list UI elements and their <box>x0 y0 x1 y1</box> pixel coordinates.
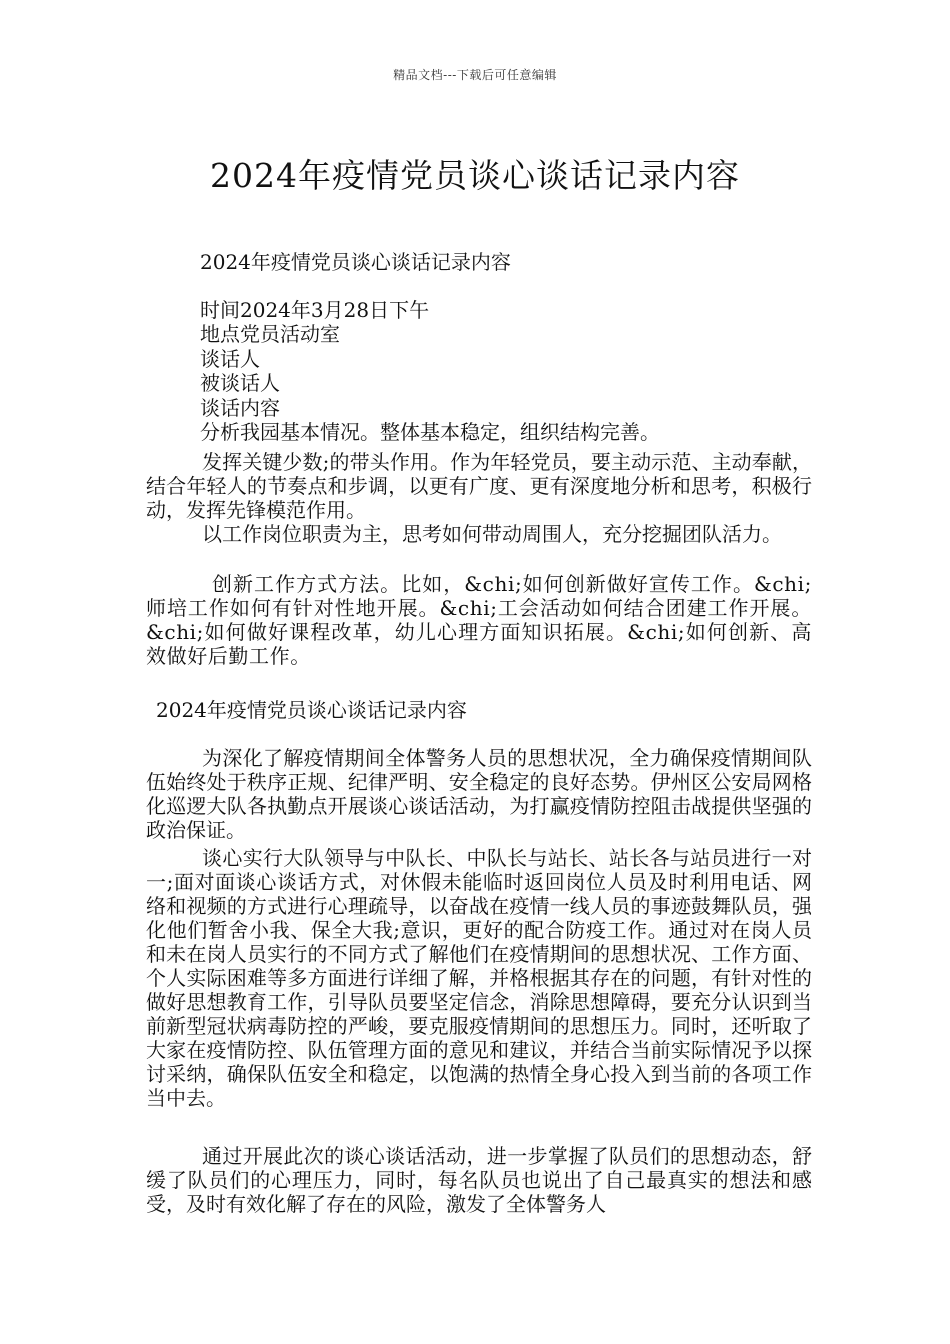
meeting-time: 时间2024年3月28日下午 <box>200 298 430 322</box>
interviewer-label: 谈话人 <box>200 346 260 371</box>
document-title: 2024年疫情党员谈心谈话记录内容 <box>210 156 740 196</box>
paragraph: 发挥关键少数;的带头作用。作为年轻党员，要主动示范、主动奉献，结合年轻人的节奏点和步调，以更有广度、更有深度地分析和思考，积极行动，发挥先锋模范作用。 <box>146 450 812 522</box>
meeting-location: 地点党员活动室 <box>200 322 340 347</box>
paragraph: 以工作岗位职责为主，思考如何带动周围人，充分挖掘团队活力。 <box>202 522 782 546</box>
paragraph: 通过开展此次的谈心谈话活动，进一步掌握了队员们的思想动态，舒缓了队员们的心理压力，同时，每名队员也说出了自己最真实的想法和感受，及时有效化解了存在的风险，激发了全体警务人 <box>146 1144 812 1216</box>
section-subtitle: 2024年疫情党员谈心谈话记录内容 <box>200 250 511 274</box>
situation-analysis: 分析我园基本情况。整体基本稳定，组织结构完善。 <box>200 420 660 445</box>
interviewee-label: 被谈话人 <box>200 371 280 396</box>
paragraph: 谈心实行大队领导与中队长、中队长与站长、站长各与站员进行一对一;面对面谈心谈话方式，对休假未能临时返回岗位人员及时利用电话、网络和视频的方式进行心理疏导，以奋战在疫情一线人员的事迹鼓舞队员，强化他们暂舍小我、保全大我;意识，更好的配合防疫工作。通过对在岗人员和未在岗人员实行的不同方式了解他们在疫情期间的思想状况、工作方面、个人实际困难等多方面进行详细了解，并格根据其存在的问题，有针对性的做好思想教育工作，引导队员要坚定信念，消除思想障碍，要充分认识到当前新型冠状病毒防控的严峻，要克服疫情期间的思想压力。同时，还听取了大家在疫情防控、队伍管理方面的意见和建议，并结合当前实际情况予以探讨采纳，确保队伍安全和稳定，以饱满的热情全身心投入到当前的各项工作当中去。 <box>146 846 812 1110</box>
meeting-info <box>200 298 660 444</box>
header-note: 精品文档---下载后可任意编辑 <box>393 68 557 82</box>
paragraph: 为深化了解疫情期间全体警务人员的思想状况，全力确保疫情期间队伍始终处于秩序正规、纪律严明、安全稳定的良好态势。伊州区公安局网格化巡逻大队各执勤点开展谈心谈话活动，为打赢疫情防控阻击战提供坚强的政治保证。 <box>146 746 812 842</box>
paragraph: 创新工作方式方法。比如，&chi;如何创新做好宣传工作。&chi;师培工作如何有针对性地开展。&chi;工会活动如何结合团建工作开展。&chi;如何做好课程改革，幼儿心理方面知识拓展。&chi;如何创新、高效做好后勤工作。 <box>146 572 812 668</box>
section-subtitle: 2024年疫情党员谈心谈话记录内容 <box>156 698 467 722</box>
content-label: 谈话内容 <box>200 395 280 420</box>
